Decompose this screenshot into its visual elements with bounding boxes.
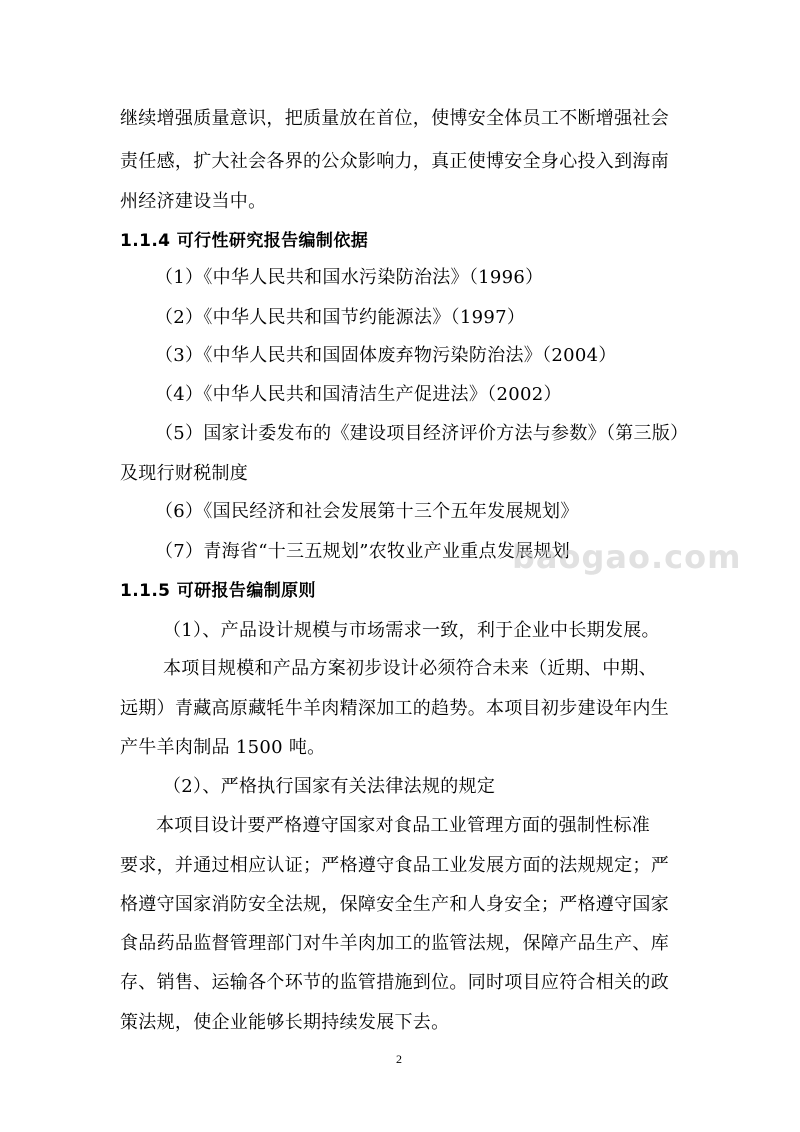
paragraph-line: （2）、严格执行国家有关法律法规的规定 <box>163 776 496 797</box>
section-heading-1-1-4: 1.1.4 可行性研究报告编制依据 <box>120 231 369 251</box>
paragraph-line: 策法规，使企业能够长期持续发展下去。 <box>120 1012 450 1033</box>
list-item: （6）《国民经济和社会发展第十三个五年发展规划》 <box>155 501 579 522</box>
paragraph-line: 产牛羊肉制品 1500 吨。 <box>120 737 326 758</box>
list-item: （1）《中华人民共和国水污染防治法》（1996） <box>155 267 544 288</box>
list-item: （7）青海省“十三五规划”农牧业产业重点发展规划 <box>155 541 571 562</box>
paragraph-line: 责任感，扩大社会各界的公众影响力，真正使博安全身心投入到海南 <box>120 151 669 172</box>
paragraph-line: 食品药品监督管理部门对牛羊肉加工的监管法规，保障产品生产、库 <box>120 933 669 954</box>
section-heading-1-1-5: 1.1.5 可研报告编制原则 <box>120 581 316 601</box>
list-item: （5）国家计委发布的《建设项目经济评价方法与参数》（第三版） <box>155 423 689 444</box>
paragraph-line: 存、销售、运输各个环节的监管措施到位。同时项目应符合相关的政 <box>120 972 669 993</box>
paragraph-line: 继续增强质量意识，把质量放在首位，使博安全体员工不断增强社会 <box>120 108 669 129</box>
page-number: 2 <box>396 1052 402 1066</box>
paragraph-line: 本项目设计要严格遵守国家对食品工业管理方面的强制性标准 <box>156 815 651 836</box>
paragraph-line: 本项目规模和产品方案初步设计必须符合未来（近期、中期、 <box>163 658 658 679</box>
list-item-continuation: 及现行财税制度 <box>120 463 249 484</box>
paragraph-line: 远期）青藏高原藏牦牛羊肉精深加工的趋势。本项目初步建设年内生 <box>120 698 669 719</box>
paragraph-line: 格遵守国家消防安全法规，保障安全生产和人身安全；严格遵守国家 <box>120 894 669 915</box>
paragraph-line: 要求，并通过相应认证；严格遵守食品工业发展方面的法规规定；严 <box>120 855 669 876</box>
list-item: （4）《中华人民共和国清洁生产促进法》（2002） <box>155 384 562 405</box>
list-item: （3）《中华人民共和国固体废弃物污染防治法》（2004） <box>155 345 617 366</box>
paragraph-line: （1）、产品设计规模与市场需求一致，利于企业中长期发展。 <box>163 620 660 641</box>
watermark: baogao.com <box>512 538 742 576</box>
paragraph-line: 州经济建设当中。 <box>120 191 267 212</box>
list-item: （2）《中华人民共和国节约能源法》（1997） <box>155 307 526 328</box>
